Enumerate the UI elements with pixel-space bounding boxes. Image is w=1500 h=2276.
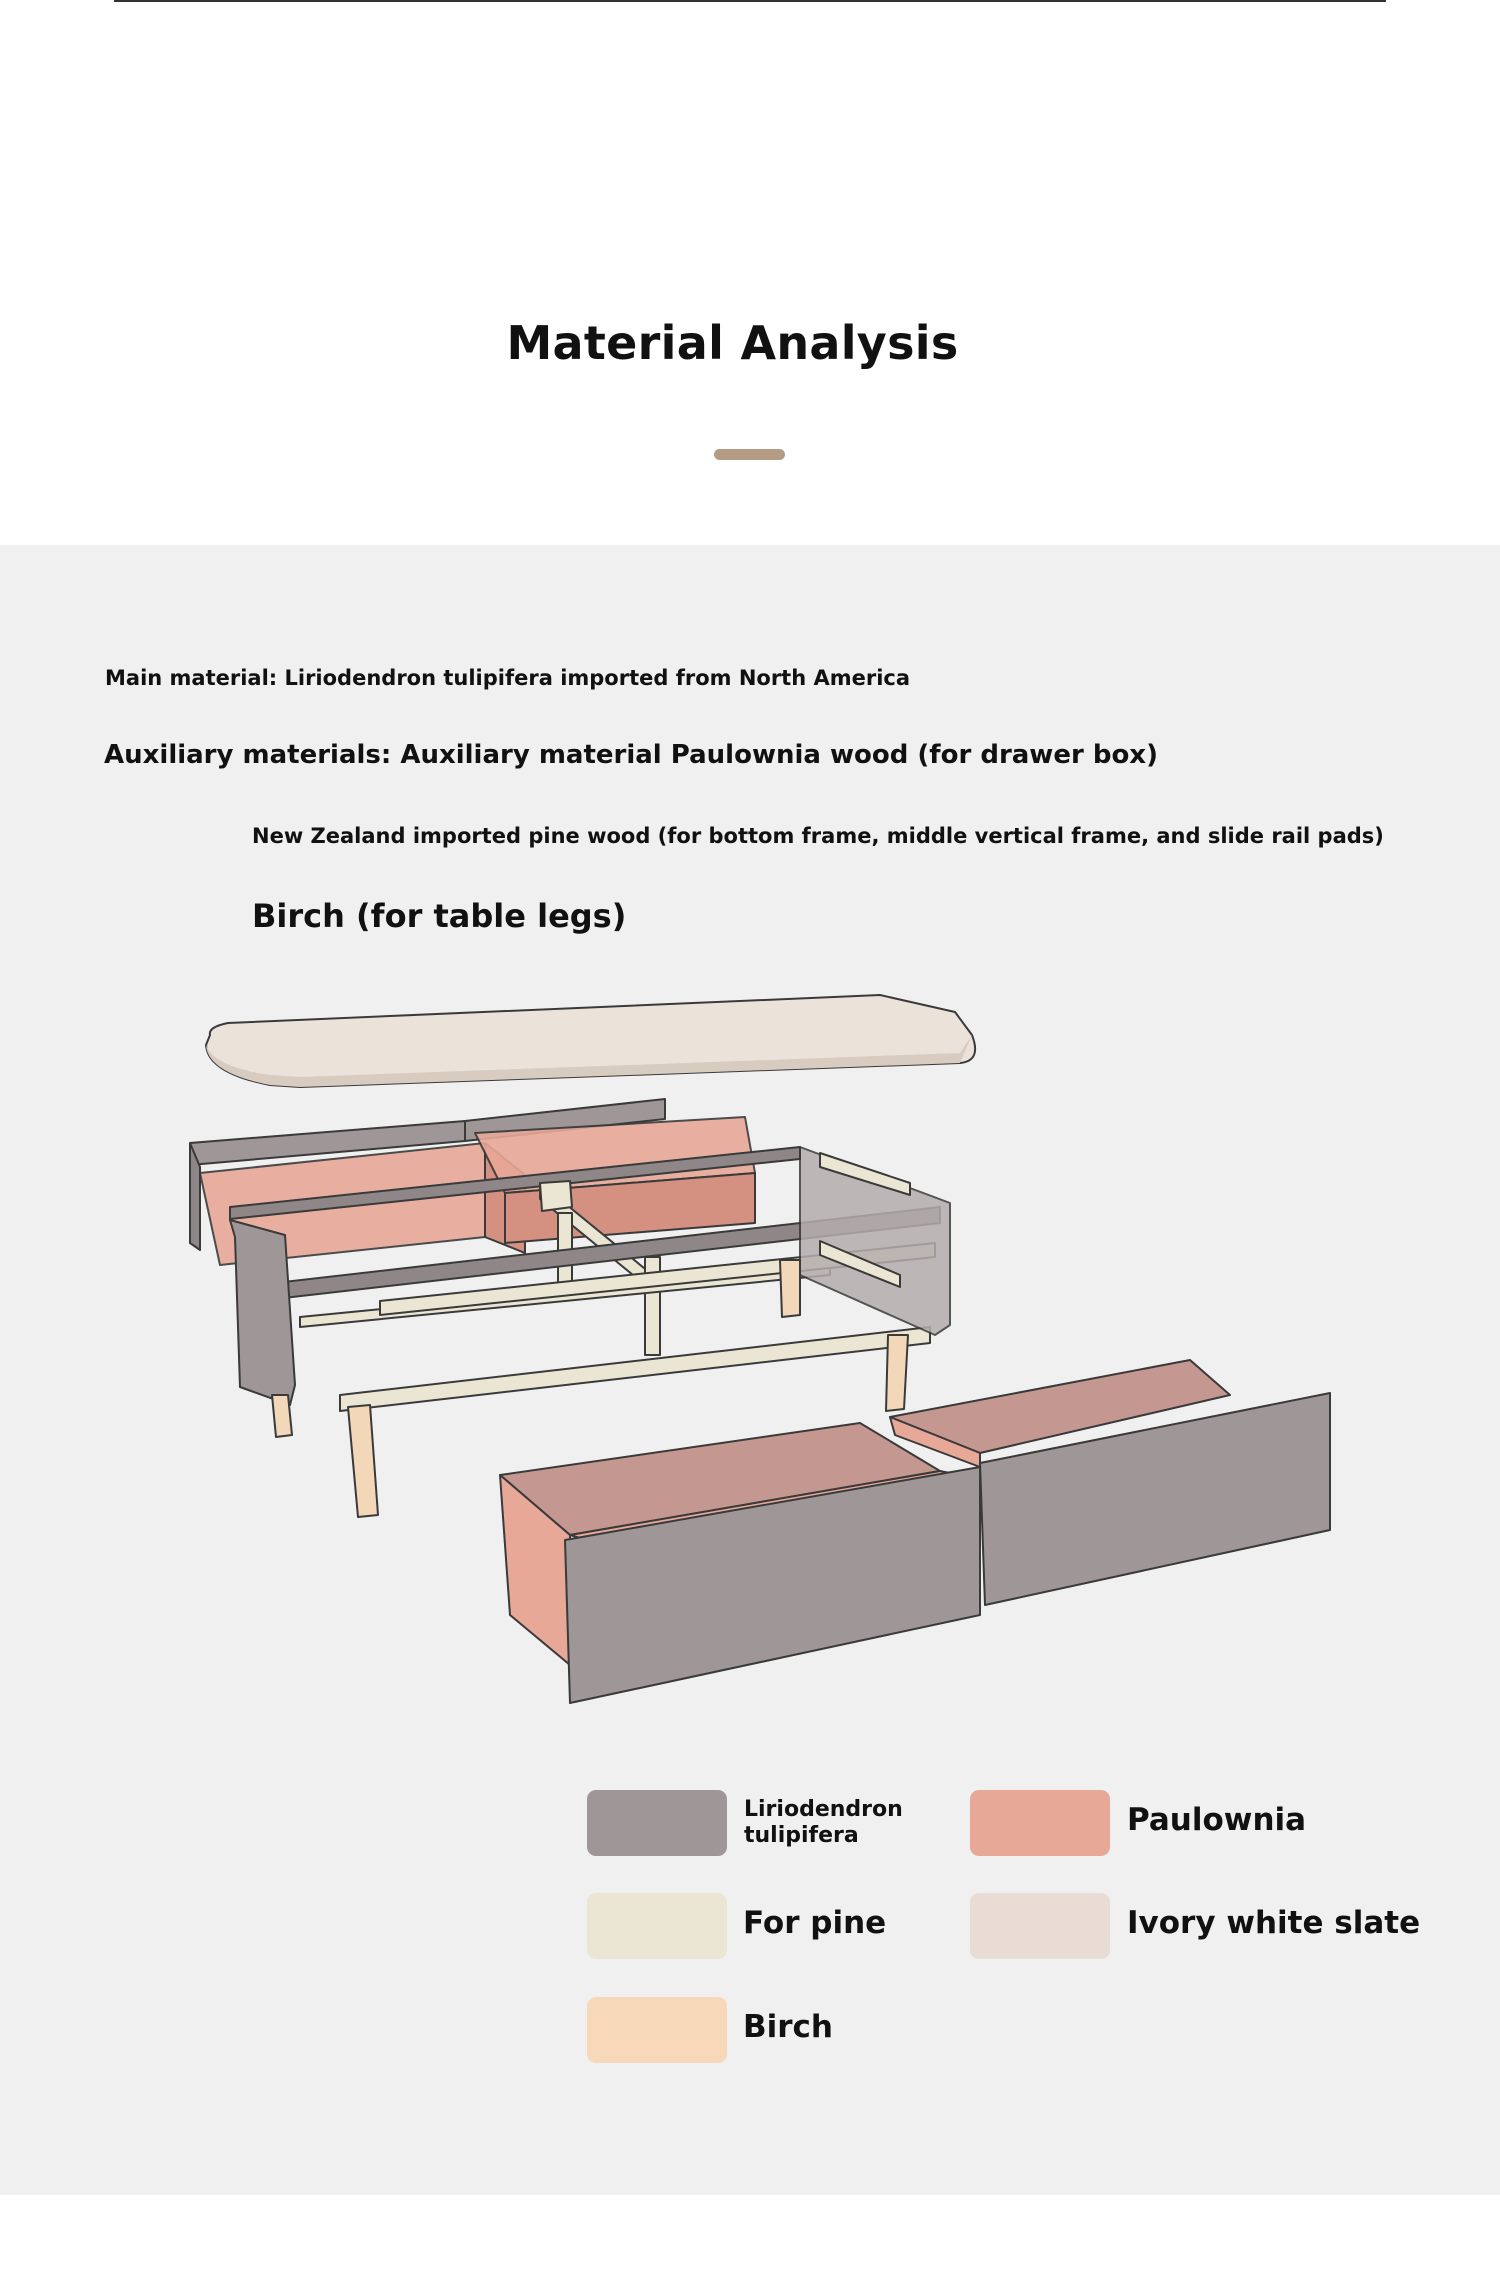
legend-label-liriodendron (744, 1797, 903, 1849)
legend-label-paulownia: Paulownia (1127, 1802, 1307, 1838)
legend-label-birch: Birch (743, 2009, 833, 2045)
top-divider (114, 0, 1386, 2)
auxiliary-material-text: Auxiliary materials: Auxiliary material Paulownia wood (for drawer box) (104, 740, 1158, 770)
legend-label-ivory-white-slate: Ivory white slate (1127, 1905, 1421, 1941)
swatch-paulownia (970, 1790, 1110, 1856)
page-title: Material Analysis (506, 316, 959, 370)
birch-material-text: Birch (for table legs) (252, 897, 627, 935)
main-material-text: Main material: Liriodendron tulipifera imported from North America (105, 666, 911, 690)
pine-material-text: New Zealand imported pine wood (for bottom frame, middle vertical frame, and slide rail pads) (252, 824, 1384, 848)
legend-label-liriodendron-line1: Liriodendron (744, 1797, 903, 1822)
exploded-table-illustration (180, 975, 1360, 1715)
swatch-ivory-white-slate (970, 1893, 1110, 1959)
swatch-birch (587, 1997, 727, 2063)
legend-label-pine: For pine (743, 1905, 887, 1941)
title-accent-bar (714, 449, 785, 460)
legend-label-liriodendron-line2: tulipifera (744, 1823, 859, 1848)
swatch-pine (587, 1893, 727, 1959)
swatch-liriodendron (587, 1790, 727, 1856)
